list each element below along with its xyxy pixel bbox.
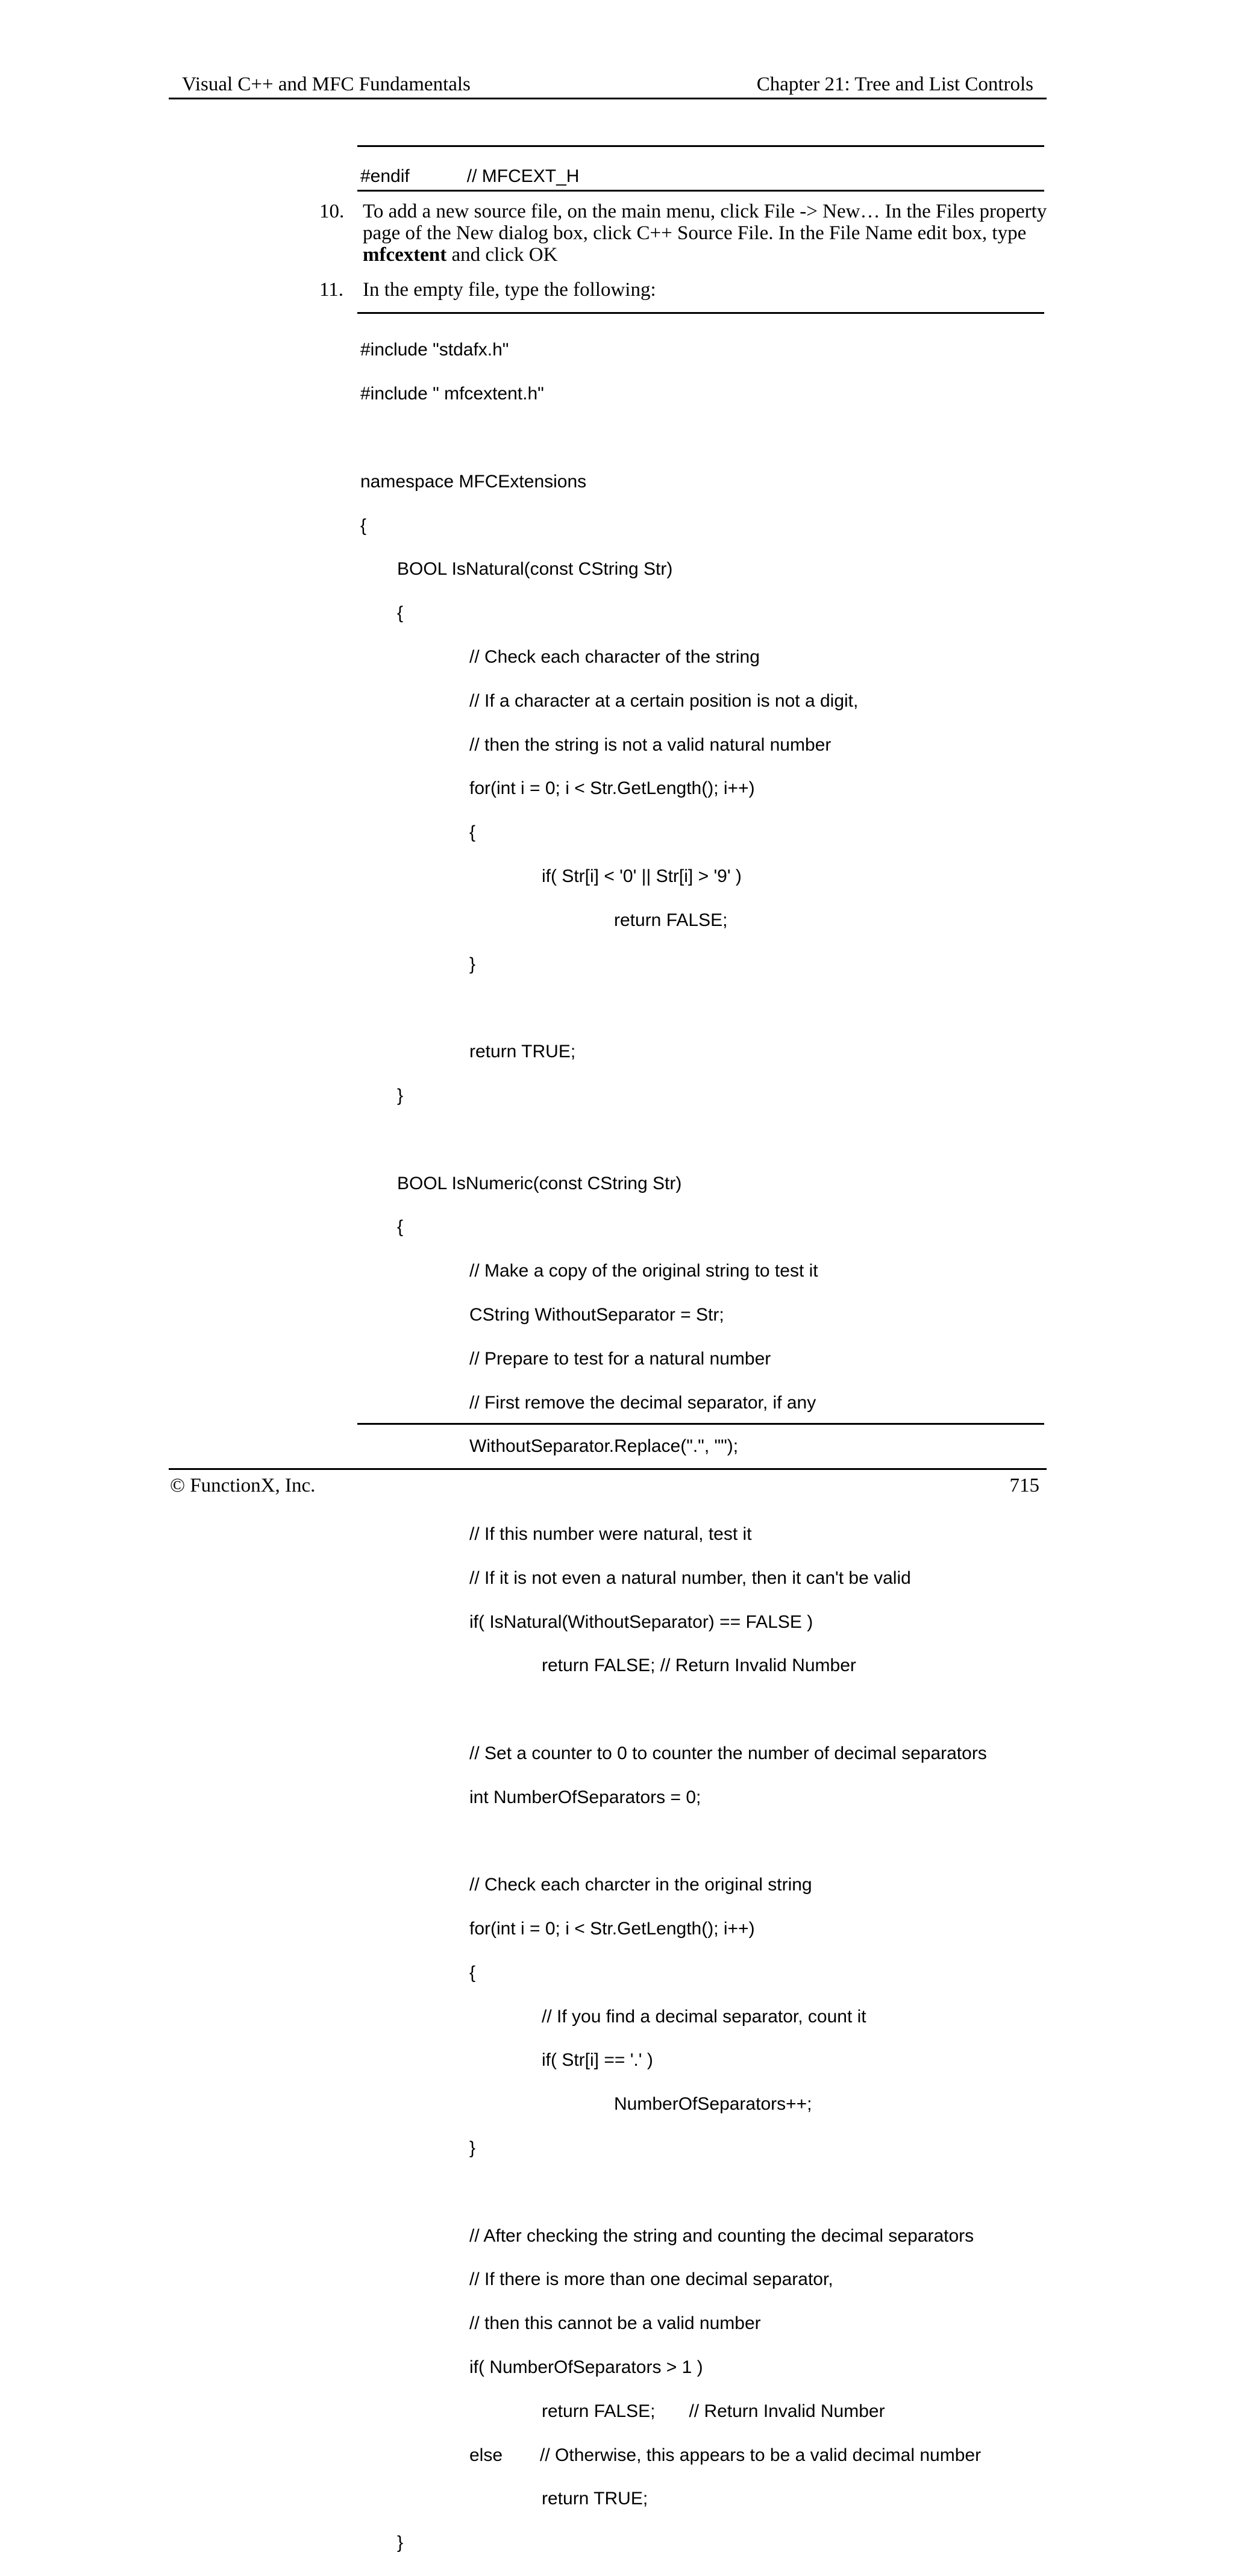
book-title: Visual C++ and MFC Fundamentals xyxy=(182,73,471,95)
code-line xyxy=(360,1699,987,1721)
code-line: // If a character at a certain position is not a digit, xyxy=(469,690,859,711)
code-line: { xyxy=(397,1217,404,1237)
code-line: for(int i = 0; i < Str.GetLength(); i++) xyxy=(469,778,755,799)
code-line: { xyxy=(469,1962,476,1983)
code-line: // First remove the decimal separator, if any xyxy=(469,1392,816,1413)
code-line: { xyxy=(397,603,404,624)
code-line xyxy=(360,427,987,449)
step-number: 11. xyxy=(319,279,344,301)
code-line xyxy=(360,1129,987,1151)
code-line: // If there is more than one decimal separator, xyxy=(469,2269,833,2290)
code-line xyxy=(360,997,987,1019)
code-line: int NumberOfSeparators = 0; xyxy=(469,1787,701,1807)
code-line: return TRUE; xyxy=(469,1042,576,1062)
copyright: © FunctionX, Inc. xyxy=(170,1475,316,1496)
bold-filename: mfcextent xyxy=(363,244,447,266)
step-number: 10. xyxy=(319,201,345,222)
main-code-top-rule xyxy=(357,312,1044,314)
code-line: // Make a copy of the original string to test it xyxy=(469,1261,818,1281)
code-line: // Prepare to test for a natural number xyxy=(469,1348,771,1369)
page-number: 715 xyxy=(1009,1475,1039,1496)
code-line: if( IsNatural(WithoutSeparator) == FALSE ) xyxy=(469,1612,813,1632)
code-line: // Set a counter to 0 to counter the number of decimal separators xyxy=(469,1743,987,1763)
page-footer xyxy=(169,1468,1047,1496)
code-line: BOOL IsNatural(const CString Str) xyxy=(397,559,673,580)
code-block-top-rule xyxy=(357,145,1044,147)
code-line: { xyxy=(469,822,476,843)
code-line: return FALSE; xyxy=(614,910,728,930)
code-line: #include " mfcextent.h" xyxy=(360,384,544,404)
step-text: In the empty file, type the following: xyxy=(363,279,656,301)
code-line: if( Str[i] == '.' ) xyxy=(542,2050,653,2071)
endif-comment: // MFCEXT_H xyxy=(466,166,580,186)
code-line: // If you find a decimal separator, count it xyxy=(542,2006,866,2027)
code-line: } xyxy=(397,2533,404,2553)
code-line: CString WithoutSeparator = Str; xyxy=(469,1304,724,1325)
code-line: { xyxy=(360,515,367,536)
code-line: // then the string is not a valid natural number xyxy=(469,734,832,755)
page-header xyxy=(169,71,1047,99)
code-line: return FALSE; // Return Invalid Number xyxy=(542,2401,885,2421)
code-line: // then this cannot be a valid number xyxy=(469,2313,761,2334)
code-line: // If it is not even a natural number, then it can't be valid xyxy=(469,1568,911,1588)
code-line: // After checking the string and counting the decimal separators xyxy=(469,2225,974,2246)
code-line: return FALSE; // Return Invalid Number xyxy=(542,1655,856,1676)
code-line: // Check each charcter in the original string xyxy=(469,1875,812,1895)
code-line: } xyxy=(469,954,476,974)
code-line: } xyxy=(469,2138,476,2159)
chapter-title: Chapter 21: Tree and List Controls xyxy=(756,73,1033,95)
code-line xyxy=(360,2181,987,2203)
code-line: // Check each character of the string xyxy=(469,646,760,667)
code-line: #include "stdafx.h" xyxy=(360,340,509,360)
code-line: BOOL IsNumeric(const CString Str) xyxy=(397,1173,682,1193)
code-line xyxy=(360,1831,987,1852)
main-code-bottom-rule xyxy=(357,1423,1044,1425)
endif-code-line xyxy=(360,166,579,187)
main-code-block xyxy=(360,317,987,2576)
step-text: To add a new source file, on the main menu, click File -> New… In the Files property page of the New dialog box, click C++ Source File. In the File Name edit box, type mfcextent and click OK xyxy=(363,201,1047,266)
code-line xyxy=(360,1480,987,1501)
code-line: if( NumberOfSeparators > 1 ) xyxy=(469,2357,703,2378)
code-line: // If this number were natural, test it xyxy=(469,1524,752,1544)
code-line: } xyxy=(397,1085,404,1105)
code-block-bottom-rule xyxy=(357,190,1044,192)
code-line: for(int i = 0; i < Str.GetLength(); i++) xyxy=(469,1919,755,1939)
code-line: NumberOfSeparators++; xyxy=(614,2094,812,2115)
code-line: else // Otherwise, this appears to be a valid decimal number xyxy=(469,2445,982,2465)
code-line: namespace MFCExtensions xyxy=(360,471,587,492)
code-line: WithoutSeparator.Replace(".", ""); xyxy=(469,1436,739,1457)
code-line: if( Str[i] < '0' || Str[i] > '9' ) xyxy=(542,866,742,886)
endif-directive: #endif xyxy=(360,166,410,186)
code-line: return TRUE; xyxy=(542,2489,648,2509)
